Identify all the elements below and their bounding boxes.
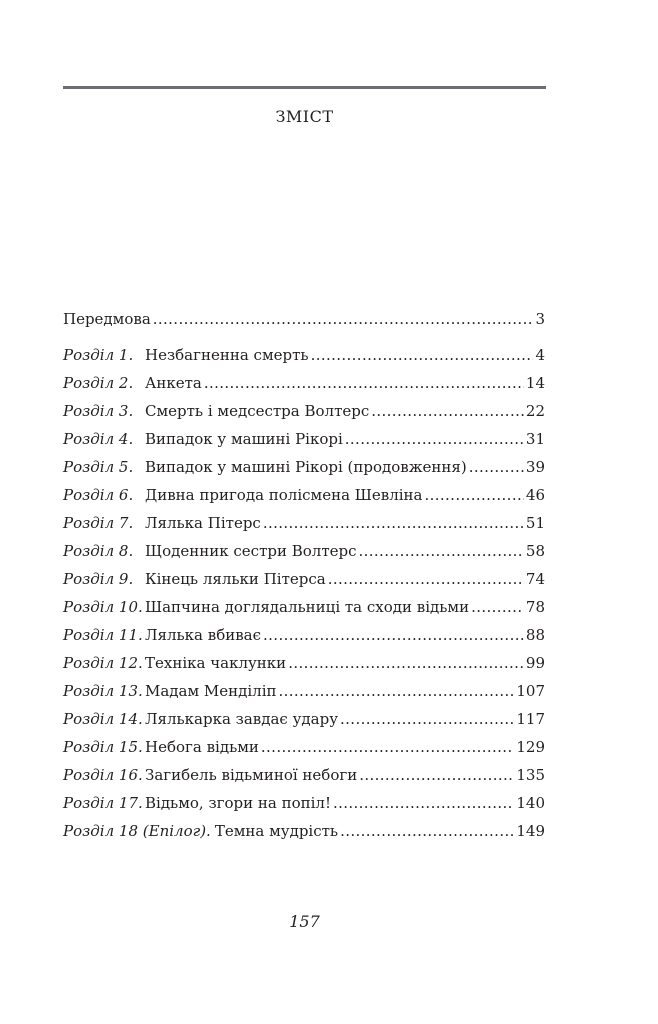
chapter-label: Розділ 8. — [63, 542, 134, 560]
chapter-label: Розділ 2. — [63, 374, 134, 392]
entry-title: Відьмо, згори на попіл! — [145, 794, 331, 812]
dot-leader — [471, 593, 524, 621]
toc-entry-chapter[interactable] — [63, 565, 545, 593]
toc-entry-preface[interactable] — [63, 305, 545, 333]
toc-entry-chapter[interactable] — [63, 789, 545, 817]
entry-title: Лялька Пітерс — [145, 514, 261, 532]
entry-title: Передмова — [63, 310, 151, 328]
entry-page: 4 — [535, 346, 545, 364]
entry-page: 46 — [525, 486, 545, 504]
entry-title: Шапчина доглядальниці та сходи відьми — [145, 598, 470, 616]
toc-entry-chapter[interactable] — [63, 397, 545, 425]
dot-leader — [261, 733, 514, 761]
chapter-label: Розділ 17. — [63, 794, 143, 812]
dot-leader — [263, 621, 524, 649]
toc-entry-chapter[interactable] — [63, 509, 545, 537]
dot-leader — [371, 397, 524, 425]
toc-entry-chapter[interactable] — [63, 677, 545, 705]
entry-title: Кінець ляльки Пітерса — [145, 570, 326, 588]
chapter-label: Розділ 9. — [63, 570, 134, 588]
chapter-label: Розділ 1. — [63, 346, 134, 364]
toc-entry-chapter[interactable] — [63, 425, 545, 453]
entry-page: 74 — [525, 570, 545, 588]
toc-entry-chapter[interactable] — [63, 649, 545, 677]
chapter-label: Розділ 4. — [63, 430, 134, 448]
entry-title: Анкета — [145, 374, 202, 392]
dot-leader — [425, 481, 524, 509]
dot-leader — [359, 761, 514, 789]
page-title: ЗМІСТ — [275, 107, 334, 126]
entry-title: Техніка чаклунки — [145, 654, 287, 672]
dot-leader — [263, 509, 524, 537]
dot-leader — [311, 341, 534, 369]
dot-leader — [328, 565, 524, 593]
chapter-label: Розділ 3. — [63, 402, 134, 420]
entry-page: 149 — [516, 822, 545, 840]
entry-title: Незбагненна смерть — [145, 346, 309, 364]
chapter-label: Розділ 14. — [63, 710, 143, 728]
dot-leader — [340, 705, 514, 733]
entry-page: 88 — [525, 626, 545, 644]
toc-entry-chapter[interactable] — [63, 453, 545, 481]
toc-entry-chapter[interactable] — [63, 369, 545, 397]
entry-title: Мадам Менділіп — [145, 682, 277, 700]
dot-leader — [333, 789, 514, 817]
chapter-label: Розділ 18 (Епілог). — [63, 822, 211, 840]
dot-leader — [279, 677, 515, 705]
dot-leader — [469, 453, 524, 481]
entry-page: 78 — [525, 598, 545, 616]
chapter-label: Розділ 5. — [63, 458, 134, 476]
toc-entry-chapter[interactable] — [63, 593, 545, 621]
entry-page: 129 — [516, 738, 545, 756]
entry-title: Випадок у машині Рікорі (продовження) — [145, 458, 467, 476]
chapter-list — [63, 341, 545, 845]
entry-page: 51 — [525, 514, 545, 532]
entry-page: 58 — [525, 542, 545, 560]
entry-page: 117 — [516, 710, 545, 728]
toc-entry-chapter[interactable] — [63, 761, 545, 789]
entry-title: Загибель відьминої небоги — [145, 766, 358, 784]
chapter-label: Розділ 11. — [63, 626, 143, 644]
toc-entry-chapter[interactable] — [63, 481, 545, 509]
entry-title: Лялька вбиває — [145, 626, 262, 644]
entry-title: Смерть і медсестра Волтерс — [145, 402, 370, 420]
entry-page: 39 — [525, 458, 545, 476]
dot-leader — [204, 369, 524, 397]
entry-title: Небога відьми — [145, 738, 259, 756]
entry-page: 14 — [525, 374, 545, 392]
toc-entry-chapter[interactable] — [63, 705, 545, 733]
chapter-label: Розділ 12. — [63, 654, 143, 672]
dot-leader — [345, 425, 524, 453]
dot-leader — [288, 649, 524, 677]
entry-title: Щоденник сестри Волтерс — [145, 542, 357, 560]
toc-entry-chapter[interactable] — [63, 341, 545, 369]
chapter-label: Розділ 13. — [63, 682, 143, 700]
page-number: 157 — [289, 912, 320, 931]
toc-entry-chapter[interactable] — [63, 817, 545, 845]
toc-entry-chapter[interactable] — [63, 733, 545, 761]
entry-title: Випадок у машині Рікорі — [145, 430, 343, 448]
entry-page: 31 — [525, 430, 545, 448]
entry-title: Темна мудрість — [214, 822, 339, 840]
entry-page: 135 — [516, 766, 545, 784]
dot-leader — [359, 537, 524, 565]
entry-title: Лялькарка завдає удару — [145, 710, 339, 728]
chapter-label: Розділ 6. — [63, 486, 134, 504]
dot-leader — [340, 817, 514, 845]
entry-page: 99 — [525, 654, 545, 672]
toc-entry-chapter[interactable] — [63, 621, 545, 649]
dot-leader — [153, 305, 534, 333]
toc-entry-chapter[interactable] — [63, 537, 545, 565]
top-rule — [63, 86, 546, 89]
entry-title: Дивна пригода полісмена Шевліна — [145, 486, 423, 504]
entry-page: 107 — [516, 682, 545, 700]
entry-page: 3 — [535, 310, 545, 328]
entry-page: 22 — [525, 402, 545, 420]
chapter-label: Розділ 15. — [63, 738, 143, 756]
chapter-label: Розділ 16. — [63, 766, 143, 784]
chapter-label: Розділ 10. — [63, 598, 143, 616]
chapter-label: Розділ 7. — [63, 514, 134, 532]
entry-page: 140 — [516, 794, 545, 812]
table-of-contents — [63, 305, 545, 845]
